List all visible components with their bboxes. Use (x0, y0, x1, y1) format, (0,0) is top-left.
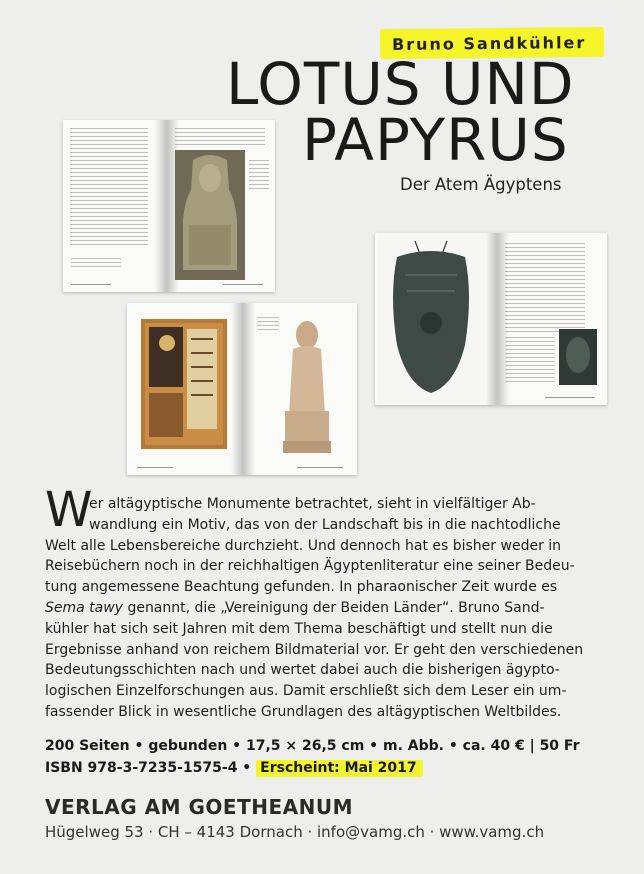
description-line: tung angemessene Beachtung gefunden. In pharaonischer Zeit wurde es (45, 579, 558, 596)
text-column (505, 243, 585, 335)
publisher-name: VERLAG AM GOETHEANUM (45, 795, 353, 819)
statue-photo (175, 150, 245, 280)
side-caption (257, 317, 279, 333)
page-footer (71, 284, 111, 285)
description-line: Reisebüchern noch in der reichhaltigen Ägyptenliteratur eine seiner Bedeu- (45, 558, 575, 575)
description-line: Ergebnisse anhand von reichem Bildmaterial vor. Er geht den verschiedenen (45, 641, 584, 658)
description-line: wandlung ein Motiv, das von der Landschaft bis in die nachtodliche (89, 516, 561, 533)
publisher-address: Hügelweg 53 · CH – 4143 Dornach · info@vamg.ch · www.vamg.ch (45, 823, 545, 841)
page-footer (223, 284, 263, 285)
palette-detail-photo (559, 329, 597, 385)
description-line: Welt alle Lebensbereiche durchzieht. Und dennoch hat es bisher weder in (45, 537, 562, 554)
heading-text (175, 128, 265, 146)
isbn: ISBN 978-3-7235-1575-4 • (45, 760, 252, 776)
subtitle: Der Atem Ägyptens (400, 175, 562, 194)
side-caption (249, 160, 269, 190)
wall-painting-photo (141, 319, 227, 449)
description (45, 494, 615, 723)
book-spread-painting (127, 303, 357, 475)
caption-text (71, 258, 121, 270)
book-spread-palette (375, 233, 607, 405)
description-line: logischen Einzelforschungen aus. Damit erschließt sich dem Leser ein um- (45, 683, 567, 700)
description-line-text: genannt, die „Vereinigung der Beiden Länder“. Bruno Sand- (127, 599, 545, 616)
drop-cap: W (45, 482, 93, 538)
title-line-1: LOTUS UND (226, 50, 575, 118)
isbn-line (45, 760, 423, 776)
book-spread-statue (63, 120, 275, 292)
author-name: Bruno Sandkühler (391, 33, 587, 55)
title-line-2: PAPYRUS (302, 106, 569, 174)
text-column (505, 337, 555, 385)
description-line: er altägyptische Monumente betrachtet, sieht in vielfältiger Ab- (89, 496, 536, 512)
spine-shadow (231, 303, 255, 475)
page-footer (297, 467, 343, 468)
palette-photo (377, 235, 485, 403)
book-details: 200 Seiten • gebunden • 17,5 × 26,5 cm • m. Abb. • ca. 40 € | 50 Fr (45, 738, 580, 754)
description-line: Bedeutungsschichten nach und wertet dabei auch die bisherigen ägypto- (45, 662, 560, 679)
figure-photo (279, 315, 335, 459)
text-column (70, 128, 148, 248)
description-line (45, 598, 615, 619)
description-line: kühler hat sich seit Jahren mit dem Thema beschäftigt und stellt nun die (45, 620, 553, 637)
release-date: Erscheint: Mai 2017 (256, 760, 423, 777)
page-footer (545, 397, 595, 398)
description-line: fassender Blick in wesentliche Grundlagen des altägyptischen Weltbildes. (45, 703, 562, 720)
page-footer (137, 467, 173, 468)
italic-term: Sema tawy (45, 599, 123, 616)
